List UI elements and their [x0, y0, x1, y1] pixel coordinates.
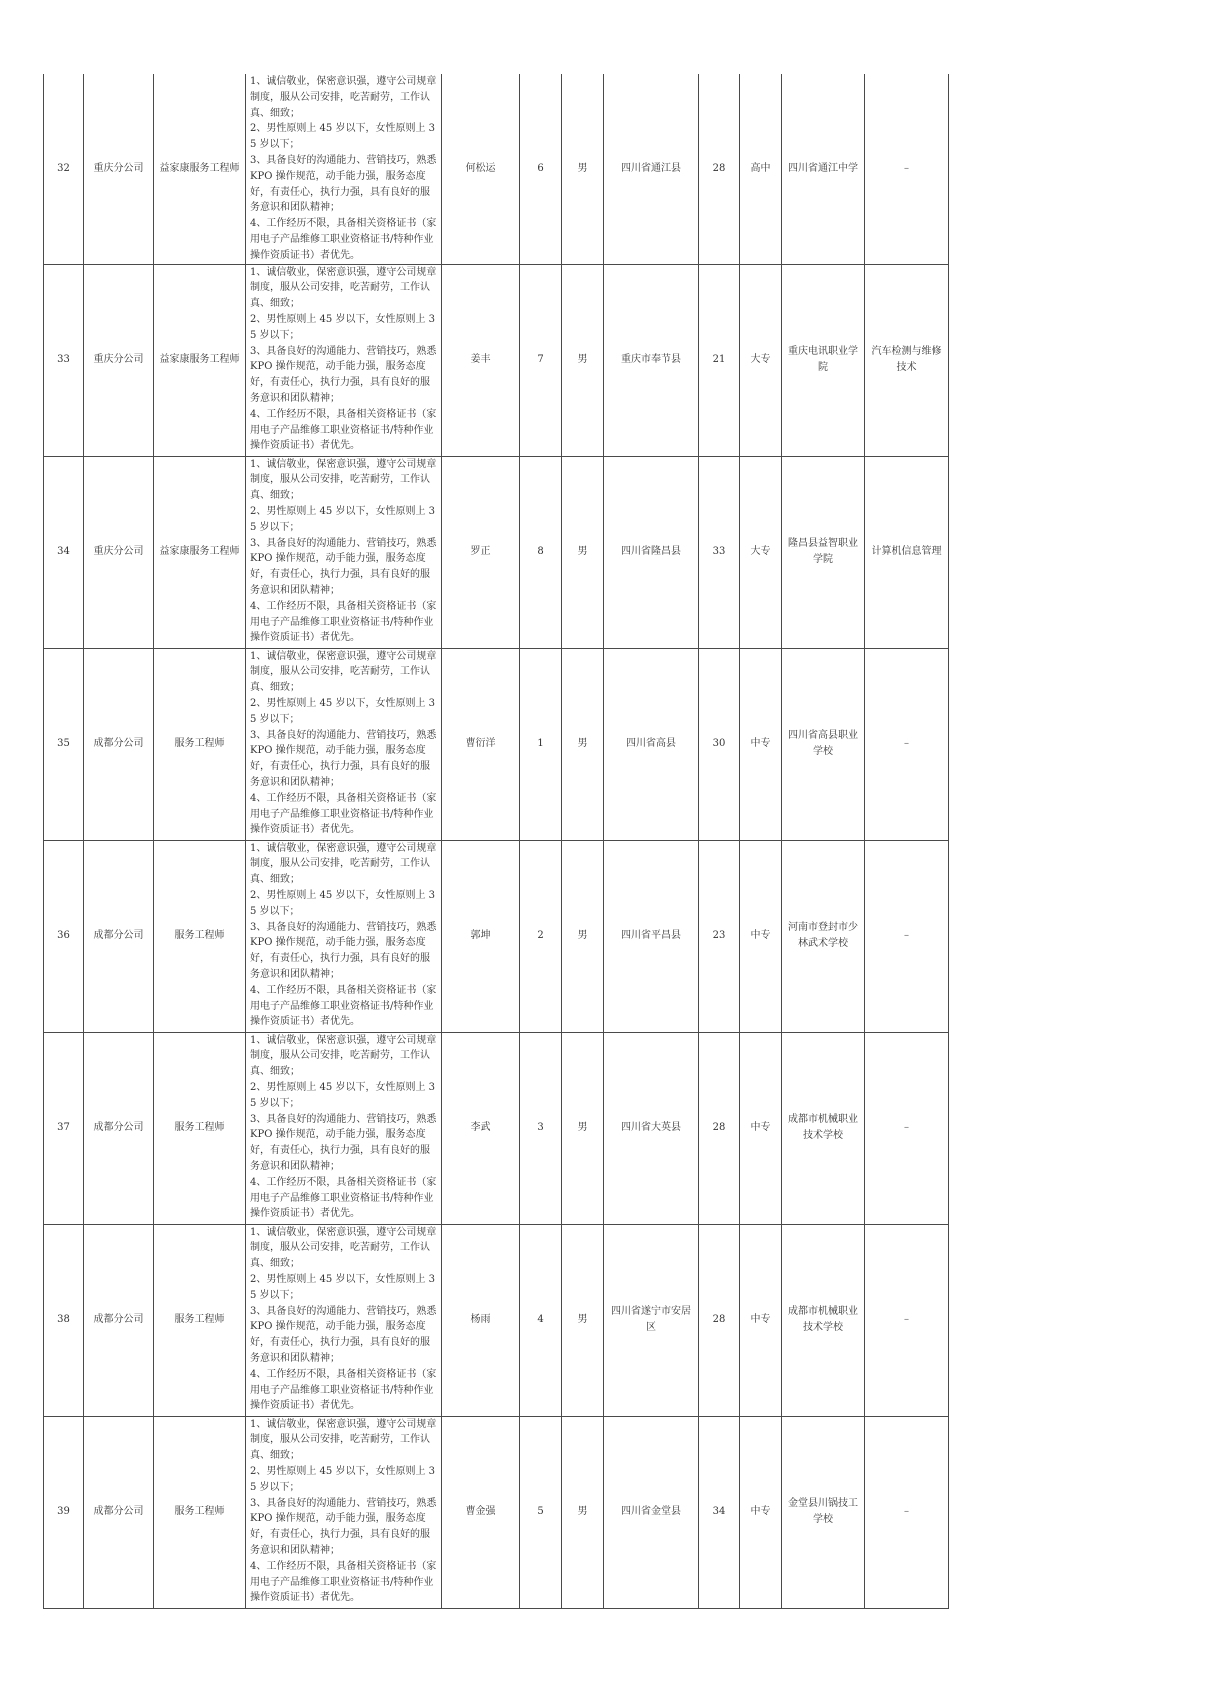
- candidate-table: [43, 74, 949, 1609]
- requirements-cell: [246, 456, 442, 648]
- requirement-line: 1、诚信敬业，保密意识强，遵守公司规章制度，服从公司安排，吃苦耐劳，工作认真、细致；: [250, 650, 437, 694]
- major-cell: –: [865, 1416, 949, 1608]
- position-cell: 服务工程师: [154, 1032, 246, 1224]
- education-cell: 中专: [740, 1416, 782, 1608]
- gender-cell: 男: [562, 456, 604, 648]
- table-row: [44, 264, 949, 456]
- table-row: [44, 1224, 949, 1416]
- row-number: 36: [44, 840, 84, 1032]
- school-cell: 金堂县川锅技工学校: [782, 1416, 865, 1608]
- gender-cell: 男: [562, 1224, 604, 1416]
- requirement-line: 3、具备良好的沟通能力、营销技巧，熟悉 KPO 操作规范，动手能力强，服务态度好，有责任心，执行力强，具有良好的服务意识和团队精神；: [250, 154, 437, 214]
- table-row: [44, 456, 949, 648]
- name-cell: 何松运: [442, 74, 520, 264]
- name-cell: 曹衍洋: [442, 648, 520, 840]
- requirement-line: 1、诚信敬业，保密意识强，遵守公司规章制度，服从公司安排，吃苦耐劳，工作认真、细致；: [250, 458, 437, 502]
- requirement-line: 4、工作经历不限，具备相关资格证书（家用电子产品维修工职业资格证书/特种作业操作资质证书）者优先。: [250, 1176, 437, 1220]
- row-number: 39: [44, 1416, 84, 1608]
- age-cell: 33: [699, 456, 740, 648]
- row-number: 38: [44, 1224, 84, 1416]
- school-cell: 成都市机械职业技术学校: [782, 1224, 865, 1416]
- requirements-cell: [246, 840, 442, 1032]
- age-cell: 30: [699, 648, 740, 840]
- age-cell: 23: [699, 840, 740, 1032]
- branch-cell: 重庆分公司: [84, 456, 154, 648]
- requirement-line: 2、男性原则上 45 岁以下，女性原则上 35 岁以下；: [250, 1465, 435, 1493]
- requirements-cell: [246, 1032, 442, 1224]
- origin-cell: 四川省平昌县: [604, 840, 699, 1032]
- requirement-line: 4、工作经历不限，具备相关资格证书（家用电子产品维修工职业资格证书/特种作业操作资质证书）者优先。: [250, 1560, 437, 1604]
- gender-cell: 男: [562, 74, 604, 264]
- requirement-line: 3、具备良好的沟通能力、营销技巧，熟悉 KPO 操作规范，动手能力强，服务态度好，有责任心，执行力强，具有良好的服务意识和团队精神；: [250, 921, 437, 980]
- education-cell: 高中: [740, 74, 782, 264]
- requirement-line: 1、诚信敬业，保密意识强，遵守公司规章制度，服从公司安排，吃苦耐劳，工作认真、细致；: [250, 76, 437, 119]
- requirement-line: 3、具备良好的沟通能力、营销技巧，熟悉 KPO 操作规范，动手能力强，服务态度好，有责任心，执行力强，具有良好的服务意识和团队精神；: [250, 729, 437, 788]
- row-number: 37: [44, 1032, 84, 1224]
- education-cell: 中专: [740, 648, 782, 840]
- major-cell: 汽车检测与维修技术: [865, 264, 949, 456]
- rank-cell: 6: [520, 74, 562, 264]
- age-cell: 28: [699, 1224, 740, 1416]
- table-row: [44, 1416, 949, 1608]
- candidate-table-body: [44, 74, 949, 1608]
- major-cell: 计算机信息管理: [865, 456, 949, 648]
- branch-cell: 重庆分公司: [84, 74, 154, 264]
- requirement-line: 2、男性原则上 45 岁以下，女性原则上 35 岁以下；: [250, 697, 435, 725]
- row-number: 32: [44, 74, 84, 264]
- name-cell: 李武: [442, 1032, 520, 1224]
- name-cell: 罗正: [442, 456, 520, 648]
- row-number: 35: [44, 648, 84, 840]
- school-cell: 成都市机械职业技术学校: [782, 1032, 865, 1224]
- major-cell: –: [865, 74, 949, 264]
- table-row: [44, 1032, 949, 1224]
- requirement-line: 3、具备良好的沟通能力、营销技巧，熟悉 KPO 操作规范，动手能力强，服务态度好，有责任心，执行力强，具有良好的服务意识和团队精神；: [250, 1113, 437, 1172]
- age-cell: 21: [699, 264, 740, 456]
- table-row: [44, 74, 949, 264]
- requirement-line: 2、男性原则上 45 岁以下，女性原则上 35 岁以下；: [250, 1273, 435, 1301]
- position-cell: 服务工程师: [154, 648, 246, 840]
- requirement-line: 2、男性原则上 45 岁以下，女性原则上 35 岁以下；: [250, 1081, 435, 1109]
- position-cell: 服务工程师: [154, 840, 246, 1032]
- requirement-line: 2、男性原则上 45 岁以下，女性原则上 35 岁以下；: [250, 313, 435, 341]
- rank-cell: 2: [520, 840, 562, 1032]
- gender-cell: 男: [562, 1416, 604, 1608]
- gender-cell: 男: [562, 648, 604, 840]
- requirement-line: 3、具备良好的沟通能力、营销技巧，熟悉 KPO 操作规范，动手能力强，服务态度好，有责任心，执行力强，具有良好的服务意识和团队精神；: [250, 345, 437, 404]
- name-cell: 郭坤: [442, 840, 520, 1032]
- origin-cell: 四川省通江县: [604, 74, 699, 264]
- education-cell: 中专: [740, 1224, 782, 1416]
- branch-cell: 成都分公司: [84, 1032, 154, 1224]
- school-cell: 河南市登封市少林武术学校: [782, 840, 865, 1032]
- name-cell: 姜丰: [442, 264, 520, 456]
- requirement-line: 2、男性原则上 45 岁以下，女性原则上 35 岁以下；: [250, 505, 435, 533]
- position-cell: 服务工程师: [154, 1416, 246, 1608]
- education-cell: 大专: [740, 264, 782, 456]
- requirements-cell: [246, 1224, 442, 1416]
- major-cell: –: [865, 1032, 949, 1224]
- position-cell: 益家康服务工程师: [154, 456, 246, 648]
- row-number: 34: [44, 456, 84, 648]
- education-cell: 中专: [740, 1032, 782, 1224]
- origin-cell: 四川省隆昌县: [604, 456, 699, 648]
- major-cell: –: [865, 648, 949, 840]
- branch-cell: 成都分公司: [84, 1224, 154, 1416]
- requirement-line: 4、工作经历不限，具备相关资格证书（家用电子产品维修工职业资格证书/特种作业操作资质证书）者优先。: [250, 792, 437, 836]
- rank-cell: 8: [520, 456, 562, 648]
- origin-cell: 四川省遂宁市安居区: [604, 1224, 699, 1416]
- table-row: [44, 648, 949, 840]
- requirement-line: 4、工作经历不限，具备相关资格证书（家用电子产品维修工职业资格证书/特种作业操作资质证书）者优先。: [250, 1368, 437, 1412]
- requirement-line: 1、诚信敬业，保密意识强，遵守公司规章制度，服从公司安排，吃苦耐劳，工作认真、细致；: [250, 1226, 437, 1270]
- requirement-line: 1、诚信敬业，保密意识强，遵守公司规章制度，服从公司安排，吃苦耐劳，工作认真、细致；: [250, 842, 437, 886]
- requirement-line: 3、具备良好的沟通能力、营销技巧，熟悉 KPO 操作规范，动手能力强，服务态度好，有责任心，执行力强，具有良好的服务意识和团队精神；: [250, 1305, 437, 1364]
- school-cell: 重庆电讯职业学院: [782, 264, 865, 456]
- requirement-line: 2、男性原则上 45 岁以下，女性原则上 35 岁以下；: [250, 889, 435, 917]
- requirements-cell: [246, 648, 442, 840]
- requirement-line: 2、男性原则上 45 岁以下，女性原则上 35 岁以下；: [250, 123, 435, 151]
- origin-cell: 四川省高县: [604, 648, 699, 840]
- gender-cell: 男: [562, 1032, 604, 1224]
- education-cell: 中专: [740, 840, 782, 1032]
- origin-cell: 四川省金堂县: [604, 1416, 699, 1608]
- position-cell: 益家康服务工程师: [154, 74, 246, 264]
- gender-cell: 男: [562, 840, 604, 1032]
- rank-cell: 1: [520, 648, 562, 840]
- name-cell: 杨雨: [442, 1224, 520, 1416]
- requirement-line: 3、具备良好的沟通能力、营销技巧，熟悉 KPO 操作规范，动手能力强，服务态度好，有责任心，执行力强，具有良好的服务意识和团队精神；: [250, 1497, 437, 1556]
- position-cell: 服务工程师: [154, 1224, 246, 1416]
- requirement-line: 3、具备良好的沟通能力、营销技巧，熟悉 KPO 操作规范，动手能力强，服务态度好，有责任心，执行力强，具有良好的服务意识和团队精神；: [250, 537, 437, 596]
- branch-cell: 成都分公司: [84, 1416, 154, 1608]
- school-cell: 隆昌县益智职业学院: [782, 456, 865, 648]
- requirement-line: 4、工作经历不限，具备相关资格证书（家用电子产品维修工职业资格证书/特种作业操作资质证书）者优先。: [250, 600, 437, 644]
- origin-cell: 四川省大英县: [604, 1032, 699, 1224]
- requirement-line: 1、诚信敬业，保密意识强，遵守公司规章制度，服从公司安排，吃苦耐劳，工作认真、细致；: [250, 266, 437, 310]
- age-cell: 34: [699, 1416, 740, 1608]
- requirement-line: 1、诚信敬业，保密意识强，遵守公司规章制度，服从公司安排，吃苦耐劳，工作认真、细致；: [250, 1034, 437, 1078]
- branch-cell: 重庆分公司: [84, 264, 154, 456]
- position-cell: 益家康服务工程师: [154, 264, 246, 456]
- requirements-cell: [246, 1416, 442, 1608]
- requirement-line: 4、工作经历不限，具备相关资格证书（家用电子产品维修工职业资格证书/特种作业操作资质证书）者优先。: [250, 984, 437, 1028]
- table-row: [44, 840, 949, 1032]
- requirement-line: 4、工作经历不限，具备相关资格证书（家用电子产品维修工职业资格证书/特种作业操作资质证书）者优先。: [250, 408, 437, 452]
- rank-cell: 4: [520, 1224, 562, 1416]
- requirement-line: 1、诚信敬业，保密意识强，遵守公司规章制度，服从公司安排，吃苦耐劳，工作认真、细致；: [250, 1418, 437, 1462]
- row-number: 33: [44, 264, 84, 456]
- name-cell: 曹金强: [442, 1416, 520, 1608]
- age-cell: 28: [699, 1032, 740, 1224]
- school-cell: 四川省通江中学: [782, 74, 865, 264]
- requirement-line: 4、工作经历不限，具备相关资格证书（家用电子产品维修工职业资格证书/特种作业操作资质证书）者优先。: [250, 218, 437, 261]
- branch-cell: 成都分公司: [84, 648, 154, 840]
- branch-cell: 成都分公司: [84, 840, 154, 1032]
- origin-cell: 重庆市奉节县: [604, 264, 699, 456]
- rank-cell: 5: [520, 1416, 562, 1608]
- rank-cell: 3: [520, 1032, 562, 1224]
- school-cell: 四川省高县职业学校: [782, 648, 865, 840]
- age-cell: 28: [699, 74, 740, 264]
- rank-cell: 7: [520, 264, 562, 456]
- gender-cell: 男: [562, 264, 604, 456]
- education-cell: 大专: [740, 456, 782, 648]
- major-cell: –: [865, 840, 949, 1032]
- requirements-cell: [246, 264, 442, 456]
- requirements-cell: [246, 74, 442, 264]
- major-cell: –: [865, 1224, 949, 1416]
